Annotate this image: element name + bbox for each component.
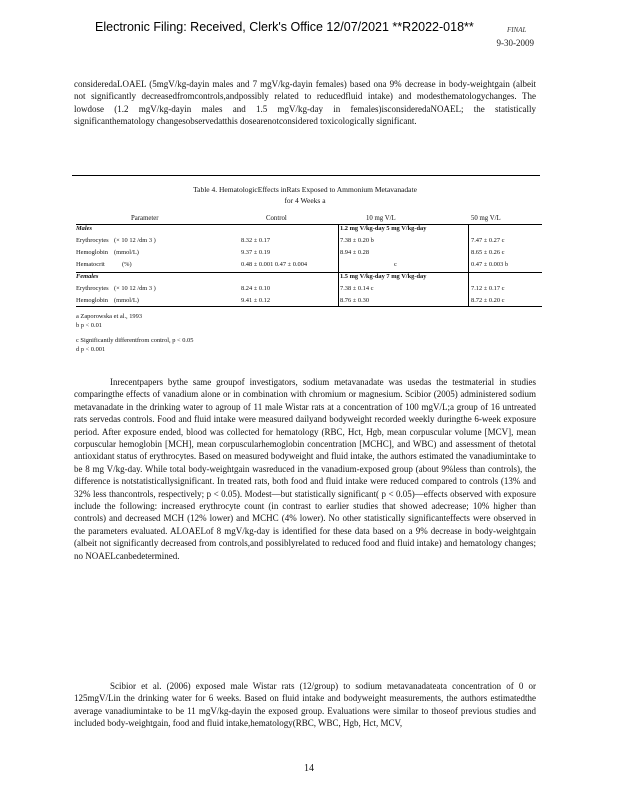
row-name: Erythrocytes [76, 285, 109, 292]
table-note: a Zaporowska et al., 1993 [76, 313, 143, 320]
table-note: b p < 0.01 [76, 322, 102, 329]
row-50mg: 8.65 ± 0.26 c [471, 249, 505, 256]
body-paragraph-3: Scibior et al. (2006) exposed male Wistar rats (12/group) to sodium metavanadateata concentration of 0 or 125mgV/Lin the drinking water for 6 weeks. Based on fluid intake and bodyweight measurements, the authors estimatedthe average vanadiumintake to be 11 mgV/kg-dayin the exposed group. Evaluations were similar to thoseof previous studies and included body-weightgain, food and fluid intake,hematology(RBC, WBC, Hgb, Hct, MCV, [74, 681, 536, 729]
row-unit: (× 10 12 /dm 3 ) [114, 237, 156, 244]
table-divider-2 [468, 224, 469, 306]
males-dose-label: 1.2 mg V/kg-day 5 mg V/kg-day [340, 225, 427, 232]
row-name: Hematocrit [76, 261, 105, 268]
females-dose-label: 1.5 mg V/kg-day 7 mg V/kg-day [340, 273, 427, 280]
table-note: d p < 0.001 [76, 346, 106, 353]
row-name: Erythrocytes [76, 237, 109, 244]
row-10mg: 7.38 ± 0.20 b [340, 237, 374, 244]
table-notes [76, 312, 193, 354]
header-parameter: Parameter [131, 215, 159, 222]
row-unit: (× 10 12 /dm 3 ) [114, 285, 156, 292]
intro-paragraph: consideredaLOAEL (5mgV/kg-dayin males and 7 mgV/kg-dayin females) based ona 9% decrease in body-weightgain (albeit not significantly decreasedfromcontrols,andpossibly related to reducedfluid intake) and modesthematologychanges. The lowdose (1.2 mgV/kg-dayin males and 1.5 mgV/kg-day in females)isconsideredaNOAEL; the statistically significanthematology changesobservedatthis dosearenotconsidered toxicologically significant. [74, 79, 536, 127]
table-title-line2: for 4 Weeks a [284, 196, 326, 205]
table-divider-1 [338, 224, 339, 306]
row-name: Hemoglobin [76, 297, 108, 304]
table-bottom-rule [76, 306, 542, 307]
row-10mg: c [394, 261, 397, 268]
row-10mg: 7.38 ± 0.14 c [340, 285, 374, 292]
table-note: c Significantly differentfrom control, p < 0.05 [76, 337, 194, 344]
row-50mg: 7.47 ± 0.27 c [471, 237, 505, 244]
row-name: Hemoglobin [76, 249, 108, 256]
row-unit: (mmol/L) [114, 297, 139, 304]
body-paragraph-2: Inrecentpapers bythe same groupof investigators, sodium metavanadate was usedas the testmaterial in studies comparingthe effects of vanadium alone or in combination with chromium or magnesium. Scibior (2005) administered sodium metavanadate in the drinking water to agroup of 11 male Wistar rats at a concentration of 100 mgV/L;a group of 16 untreated rats servedas controls. Food and fluid intake were measured dailyand bodyweight recorded weekly duringthe 6-week exposure period. After exposure ended, blood was collected for hematology (RBC, Hct, Hgb, mean corpuscular volume [MCV], mean corpuscular hemoglobin [MCH], mean corpuscularhemoglobin concentration [MCHC], and WBC) and assessment of thetotal antioxidant status of erythrocytes. Based on measured bodyweight and fluid intake, the authors estimated the vanadiumintake to be 8 mg V/kg-day. While total body-weightgain wasreduced in the vanadium-exposed group (about 9%less than controls), the difference is notstatisticallysignificant. In treated rats, both food and fluid intake were reduced compared to controls (13% and 32% less thancontrols, respectively; p < 0.05). Modest—but statistically significant( p < 0.05)—effects observed with exposure include the following: increased erythrocyte count (in contrast to earlier studies that showed adecrease; 10% higher than controls) and decreased MCH (12% lower) and MCHC (4% lower). No other statistically significanteffects were observed in the parameters evaluated. ALOAELof 8 mgV/kg-day is identified for these data based on a 9% decrease in body-weightgain (albeit not significantly decreased from controls,and possiblyrelated to reduced food and fluid intake) and hematology changes; no NOAELcanbedetermined. [74, 377, 536, 561]
row-control: 0.48 ± 0.001 0.47 ± 0.004 [241, 261, 308, 268]
row-unit: (mmol/L) [114, 249, 139, 256]
row-50mg: 0.47 ± 0.003 b [471, 261, 509, 268]
table-group-rule [76, 272, 542, 273]
row-10mg: 8.94 ± 0.28 [340, 249, 370, 256]
filing-header: Electronic Filing: Received, Clerk's Office 12/07/2021 **R2022-018** [95, 20, 474, 34]
row-50mg: 8.72 ± 0.20 c [471, 297, 505, 304]
document-date: 9-30-2009 [496, 38, 534, 48]
row-10mg: 8.76 ± 0.30 [340, 297, 370, 304]
row-50mg: 7.12 ± 0.17 c [471, 285, 505, 292]
row-control: 8.32 ± 0.17 [241, 237, 271, 244]
header-control: Control [266, 215, 287, 222]
females-label: Females [76, 273, 99, 280]
row-control: 8.24 ± 0.10 [241, 285, 271, 292]
table-title [100, 184, 510, 206]
row-control: 9.37 ± 0.19 [241, 249, 271, 256]
row-control: 9.41 ± 0.12 [241, 297, 271, 304]
table-header-rule [76, 224, 542, 225]
table-top-rule [72, 175, 540, 176]
page-number: 14 [304, 763, 314, 774]
header-10mg: 10 mg V/L [366, 215, 396, 222]
males-label: Males [76, 225, 92, 232]
header-50mg: 50 mg V/L [471, 215, 501, 222]
draft-stamp: FINAL [507, 26, 527, 34]
table-title-line1: Table 4. HematologicEffects inRats Exposed to Ammonium Metavanadate [193, 185, 417, 194]
row-unit: (%) [122, 261, 132, 268]
